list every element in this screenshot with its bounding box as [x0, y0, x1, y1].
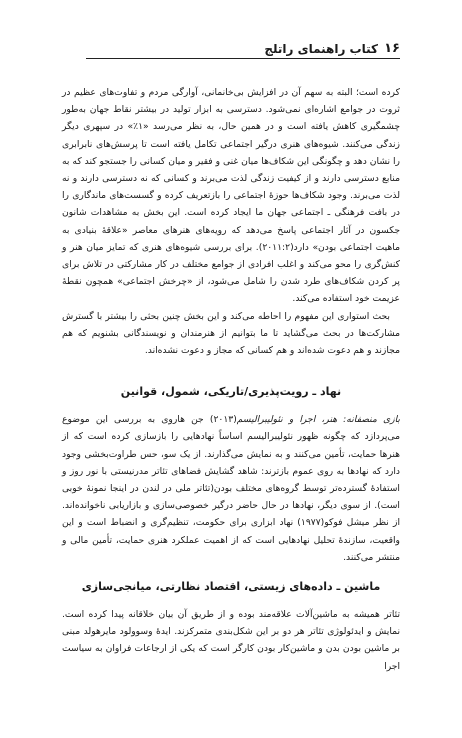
- section-heading: نهاد ـ رویت‌پذیری/تاریکی، شمول، قوانین: [120, 385, 342, 399]
- body-paragraph: [62, 411, 400, 566]
- page-number: ۱۶: [384, 41, 400, 56]
- running-title: کتاب راهنمای راتلج: [264, 42, 378, 56]
- book-title-italic: بازی منصفانه: هنر، اجرا و نئولیبرالیسم: [236, 414, 400, 426]
- running-header: [86, 36, 400, 59]
- section-heading: ماشین ـ داده‌های زیستی، اقتصاد نظارتی، میانجی‌سازی: [81, 580, 381, 594]
- body-paragraph: بحث استواری این مفهوم را احاطه می‌کند و این بخش چنین بحثی را بیشتر با گسترش مشارکت‌ها در بحث می‌گشاید تا ما بتوانیم از هنرمندان و نویسندگانی بشنویم که هم مجازند و هم دعوت شده‌اند و هم کسانی که مجاز و دعوت نشده‌اند.: [62, 310, 400, 357]
- body-paragraph: کرده است؛ البته به سهم آن در افزایش بی‌خانمانی، آوارگی مردم و تفاوت‌های عظیم در ثروت در جوامع اشاره‌ای نمی‌شود. دسترسی به ابزار تولید در بیشتر نقاط جهان به‌طور چشمگیری کاهش یافته است و در همین حال، به نظر می‌رسد «۱٪» در سپهری دیگر زندگی می‌کنند. شیوه‌های هنری درگیر اجتماعی تکامل یافته است تا پرسش‌های نابرابری را نشان دهد و چگونگی این شکاف‌ها میان غنی و فقیر و میان کسانی را جستجو کند که به منابع دسترسی دارند و از کیفیت زندگی لذت می‌برند و کسانی که نه دسترسی دارند و نه لذت می‌برند. وجود شکاف‌ها حوزهٔ اجتماعی را بازتعریف کرده و گسست‌های ماندگاری را در بافت فرهنگی ـ اجتماعی جهان ما ایجاد کرده است. این بخش به مشاهدات شانون جکسون در آثار اجتماعی پاسخ می‌دهد که رویه‌های هنرهای معاصر «علاقهٔ بنیادی به ماهیت اجتماعی بودن» دارد(۲۰۱۱:۲). برای بررسی شیوه‌های هنری که تمایز میان هنر و کنش‌گری را محو می‌کند و اغلب افرادی از جوامع مختلف در کار مشارکتی در تلاش برای پر کردن شکاف‌های طرد شدن را شامل می‌شود، از «چرخش اجتماعی» همچون نقطهٔ عزیمت خود استفاده می‌کند.: [62, 87, 400, 305]
- page-body: [62, 84, 400, 675]
- body-paragraph-text: (۲۰۱۳) جن هاروی به بررسی این موضوع می‌پردازد که چگونه ظهور نئولیبرالیسم اساساً نهادهایی را بازسازی کرده است که از هنرها حمایت، تأمین می‌کنند و به نمایش می‌گذارند. از یک سو، حس طراوت‌بخشی وجود دارد که نهادها به روی عموم بازترند: شاهد گشایش فضاهای تئاتر مدرنیستی با نور روز و استفادهٔ گسترده‌تر توسط گروه‌های مختلف بودن(تئاتر ملی در لندن در اینجا نمونهٔ خوبی است). از سوی دیگر، نهادها در حال حاضر درگیر خصوصی‌سازی و بازاریابی ناخوانده‌اند. از نظر میشل فوکو(۱۹۷۷) نهاد ابزاری برای حکومت، تنظیم‌گری و انضباط است و این واقعیت، سازندهٔ تحلیل نهادهایی است که از اهمیت عملکرد هنری حمایت، تأمین مالی و منتشر می‌کنند.: [62, 414, 400, 563]
- body-paragraph: تئاتر همیشه به ماشین‌آلات علاقه‌مند بوده و از طریق آن بیان خلاقانه پیدا کرده است. نمایش و ایدئولوژی تئاتر هر دو بر این شکل‌بندی متمرکزند. ایدهٔ وسوولود مایرهولد مبنی بر ماشین بودن بدن و ماشین‌کار بودن کارگر است که یکی از ارجاعات فراوان به سیاست اجرا: [62, 609, 400, 672]
